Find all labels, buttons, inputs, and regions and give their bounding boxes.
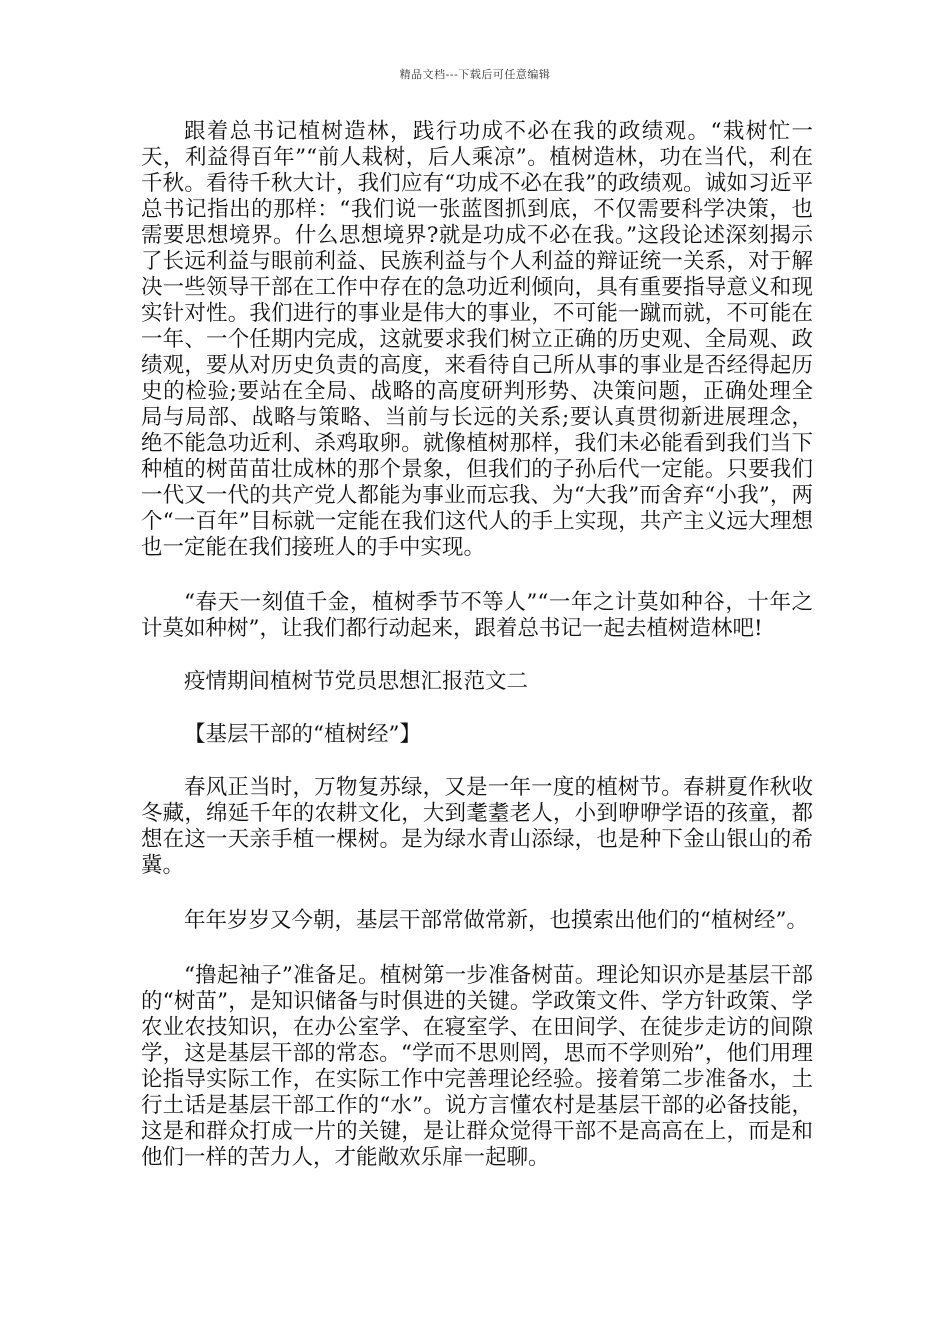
- section-title: 疫情期间植树节党员思想汇报范文二: [184, 669, 529, 694]
- document-body: [141, 119, 813, 1171]
- paragraph-roll-up-sleeves: “撸起袖子”准备足。植树第一步准备树苗。理论知识亦是基层干部的“树苗”，是知识储备与时俱进的关键。学政策文件、学方针政策、学农业农技知识，在办公室学、在寝室学、在田间学、在徒步走访的间隙学，这是基层干部的常态。“学而不思则罔，思而不学则殆”，他们用理论指导实际工作，在实际工作中完善理论经验。接着第二步准备水，土行土话是基层干部工作的“水”。说方言懂农村是基层干部的必备技能，这是和群众打成一片的关键，是让群众觉得干部不是高高在上，而是和他们一样的苦力人，才能敞欢乐扉一起聊。: [141, 963, 813, 1170]
- paragraph-call-to-action: “春天一刻值千金，植树季节不等人”“一年之计莫如种谷，十年之计莫如种树”，让我们都行动起来，跟着总书记一起去植树造林吧!: [141, 590, 813, 641]
- paragraph-year-after-year: 年年岁岁又今朝，基层干部常做常新，也摸索出他们的“植树经”。: [184, 908, 808, 933]
- page-header-watermark: 精品文档---下载后可任意编辑: [399, 68, 551, 81]
- paragraph-work-ethic: 跟着总书记植树造林，践行功成不必在我的政绩观。“栽树忙一天，利益得百年”“前人栽树，后人乘凉”。植树造林，功在当代，利在千秋。看待千秋大计，我们应有“功成不必在我”的政绩观。诚如习近平总书记指出的那样：“我们说一张蓝图抓到底，不仅需要科学决策，也需要思想境界。什么思想境界?就是功成不必在我。”这段论述深刻揭示了长远利益与眼前利益、民族利益与个人利益的辩证统一关系，对于解决一些领导干部在工作中存在的急功近利倾向，具有重要指导意义和现实针对性。我们进行的事业是伟大的事业，不可能一蹴而就，不可能在一年、一个任期内完成，这就要求我们树立正确的历史观、全局观、政绩观，要从对历史负责的高度，来看待自己所从事的事业是否经得起历史的检验;要站在全局、战略的高度研判形势、决策问题，正确处理全局与局部、战略与策略、当前与长远的关系;要认真贯彻新进展理念，绝不能急功近利、杀鸡取卵。就像植树那样，我们未必能看到我们当下种植的树苗苗壮成林的那个景象，但我们的子孙后代一定能。只要我们一代又一代的共产党人都能为事业而忘我、为“大我”而舍弃“小我”，两个“一百年”目标就一定能在我们这代人的手上实现，共产主义远大理想也一定能在我们接班人的手中实现。: [141, 119, 813, 560]
- paragraph-spring: 春风正当时，万物复苏绿，又是一年一度的植树节。春耕夏作秋收冬藏，绵延千年的农耕文化，大到耄耋老人，小到咿咿学语的孩童，都想在这一天亲手植一棵树。是为绿水青山添绿，也是种下金山银山的希冀。: [141, 775, 813, 878]
- section-subtitle: 【基层干部的“植树经”】: [184, 722, 421, 747]
